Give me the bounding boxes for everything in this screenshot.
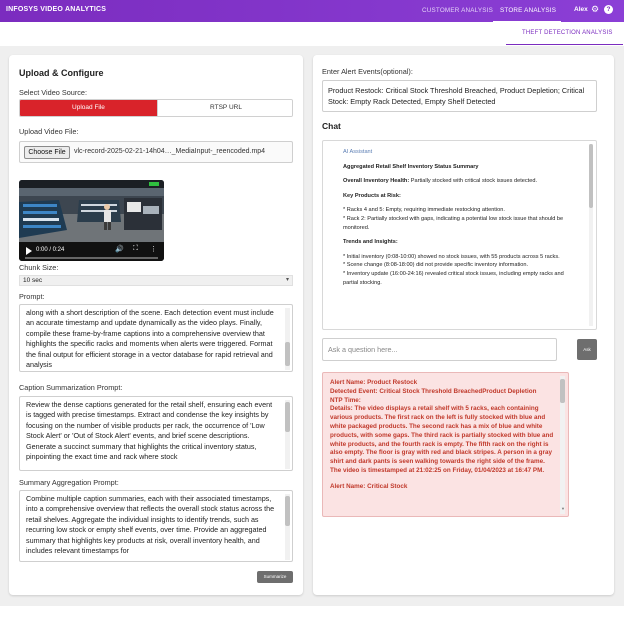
alert-name: Alert Name: Critical Stock xyxy=(330,482,408,490)
caption-summarization-label: Caption Summarization Prompt: xyxy=(19,383,123,392)
volume-icon[interactable]: 🔊 xyxy=(115,246,124,253)
video-source-label: Select Video Source: xyxy=(19,88,88,97)
subtab-active-underline xyxy=(506,44,623,45)
ask-button[interactable]: Ask xyxy=(577,339,597,360)
trends-heading: Trends and Insights: xyxy=(343,239,398,246)
file-name: vlc-record-2025-02-21-14h04…_MediaInput-_reencoded.mp4 xyxy=(74,148,266,155)
play-icon[interactable] xyxy=(26,247,32,255)
alert-scrollbar[interactable] xyxy=(560,376,565,514)
help-icon[interactable]: ? xyxy=(604,5,613,14)
nav-store-analysis[interactable]: STORE ANALYSIS xyxy=(500,7,557,14)
chat-message xyxy=(343,148,579,287)
caption-summarization-textarea[interactable] xyxy=(19,396,293,471)
choose-file-button[interactable]: Choose File xyxy=(24,146,70,159)
prompt-scroll-thumb[interactable] xyxy=(285,342,290,366)
video-player[interactable] xyxy=(19,180,164,261)
alert-events-label: Enter Alert Events(optional): xyxy=(322,67,413,76)
alert-notifications[interactable] xyxy=(322,372,569,517)
scroll-down-icon[interactable]: ▼ xyxy=(561,506,565,511)
summary-heading: Aggregated Retail Shelf Inventory Status Summary xyxy=(343,163,479,170)
tab-theft-detection-analysis[interactable]: THEFT DETECTION ANALYSIS xyxy=(522,30,613,36)
upload-file-option[interactable]: Upload File xyxy=(20,100,157,116)
aggregation-scrollbar[interactable] xyxy=(285,494,290,560)
alert-scroll-thumb[interactable] xyxy=(560,379,565,403)
ask-question-input[interactable]: Ask a question here... xyxy=(322,338,557,361)
chat-scroll-thumb[interactable] xyxy=(589,144,593,208)
chunk-size-value: 10 sec xyxy=(23,277,43,284)
health-text: Partially stocked with critical stock issues detected. xyxy=(410,178,538,185)
alert-name: Alert Name: Product Restock xyxy=(330,379,418,386)
prompt-label: Prompt: xyxy=(19,292,45,301)
alert-details: Details: The video displays a retail shelf with 5 racks, each containing various products. The first rack on the left is fully stocked with blue and white packaged products. The second rack has a mix of blue and white products, with some gaps. The third rack is partially stocked with blue and white products, and the fourth rack is empty. The fifth rack on the right is also empty. The floor is gray with red and black stripes. A person in a gray shirt and dark pants is seen walking towards the right side of the frame. The video is timestamped at 21:02:25 on Friday, 01/04/2023 at 16:47 PM. xyxy=(330,405,554,474)
video-controls xyxy=(19,242,164,261)
summary-aggregation-label: Summary Aggregation Prompt: xyxy=(19,478,119,487)
prompt-scrollbar[interactable] xyxy=(285,308,290,370)
upload-video-label: Upload Video File: xyxy=(19,127,79,136)
prompt-text: along with a short description of the scene. Each detection event must include an accurate timestamp and update dynamically as the video plays. Finally, compile these frame-by-frame captions into a comprehensive overview that highlights the specific racks and moments when alerts were triggered. Format the final output for efficient storage in a vector database for rapid retrieval and analysis xyxy=(26,308,274,370)
inventory-health xyxy=(343,177,579,186)
summarize-button[interactable]: Summarize xyxy=(257,571,293,583)
chat-scrollbar[interactable] xyxy=(589,144,593,326)
risk-item: * Rack 2: Partially stocked with gaps, indicating a potential low stock issue that should be monitored. xyxy=(343,215,564,231)
panel-title: Upload & Configure xyxy=(19,68,104,78)
alert-ntp-time: NTP Time: xyxy=(330,396,361,404)
risk-item: * Racks 4 and 5: Empty, requiring immediate restocking attention. xyxy=(343,207,505,214)
summary-aggregation-text: Combine multiple caption summaries, each with their associated timestamps, into a comprehensive overview that reflects the overall stock status across the retail shelves. Aggregate the individual insights to identify trends, such as recurring low stock or empty shelf events, over time. Provide an aggregated summary that highlights key products at risk, overall inventory health, and includes relevant timestamps for xyxy=(26,494,275,556)
gear-icon[interactable]: ⚙ xyxy=(591,4,600,14)
upload-configure-panel xyxy=(9,55,303,595)
more-options-icon[interactable]: ⋮ xyxy=(150,246,157,253)
alert-detected-event: Detected Event: Critical Stock Threshold BreachedProduct Depletion xyxy=(330,387,537,395)
caption-scroll-thumb[interactable] xyxy=(285,402,290,432)
nav-customer-analysis[interactable]: CUSTOMER ANALYSIS xyxy=(422,7,494,14)
rtsp-url-option[interactable]: RTSP URL xyxy=(157,100,293,116)
chat-title: Chat xyxy=(322,121,341,131)
alert-events-input[interactable]: Product Restock: Critical Stock Threshold Breached, Product Depletion; Critical Stock: Empty Rack Detected, Empty Shelf Detected xyxy=(322,80,597,112)
health-label: Overall Inventory Health: xyxy=(343,178,410,185)
caption-scrollbar[interactable] xyxy=(285,400,290,469)
chat-messages[interactable] xyxy=(322,140,597,330)
file-input[interactable] xyxy=(19,141,293,163)
video-time: 0:00 / 0:24 xyxy=(36,247,65,253)
video-frame xyxy=(19,180,164,242)
alert-entry xyxy=(330,379,556,492)
video-progress-track[interactable] xyxy=(25,257,158,259)
aggregation-scroll-thumb[interactable] xyxy=(285,496,290,526)
chevron-down-icon: ▾ xyxy=(285,277,289,283)
trend-item: * Initial inventory (0:08-10:00) showed no stock issues, with 55 products across 5 racks. xyxy=(343,253,560,260)
top-nav-bar xyxy=(0,0,624,22)
sub-tab-bar xyxy=(0,22,624,46)
video-source-toggle xyxy=(19,99,293,117)
caption-summarization-text: Review the dense captions generated for the retail shelf, ensuring each event is tagged with precise timestamps. Extract and condense the key insights by focusing on the number of visible products per rack, the occurrence of 'Low Stock Alert' or 'Out of Stock Alert' events, and brief scene descriptions. Generate a succinct summary that highlights the critical inventory status, pinpointing the exact time and rack where stock xyxy=(26,400,273,462)
chunk-size-select[interactable] xyxy=(19,275,293,286)
app-brand[interactable]: INFOSYS VIDEO ANALYTICS xyxy=(6,6,107,13)
trend-item: * Inventory update (16:00-24:16) revealed critical stock issues, including empty racks and partial stocking. xyxy=(343,270,564,286)
prompt-textarea[interactable] xyxy=(19,304,293,372)
risk-heading: Key Products at Risk: xyxy=(343,192,401,199)
summary-aggregation-textarea[interactable] xyxy=(19,490,293,562)
user-name[interactable]: Alex xyxy=(574,6,588,13)
chunk-size-label: Chunk Size: xyxy=(19,263,59,272)
sender-name: AI Assistant xyxy=(343,149,373,155)
trend-item: * Scene change (8:08-18:00) did not provide specific inventory information. xyxy=(343,262,529,269)
fullscreen-icon[interactable]: ⛶ xyxy=(133,245,138,252)
chat-panel xyxy=(313,55,614,595)
